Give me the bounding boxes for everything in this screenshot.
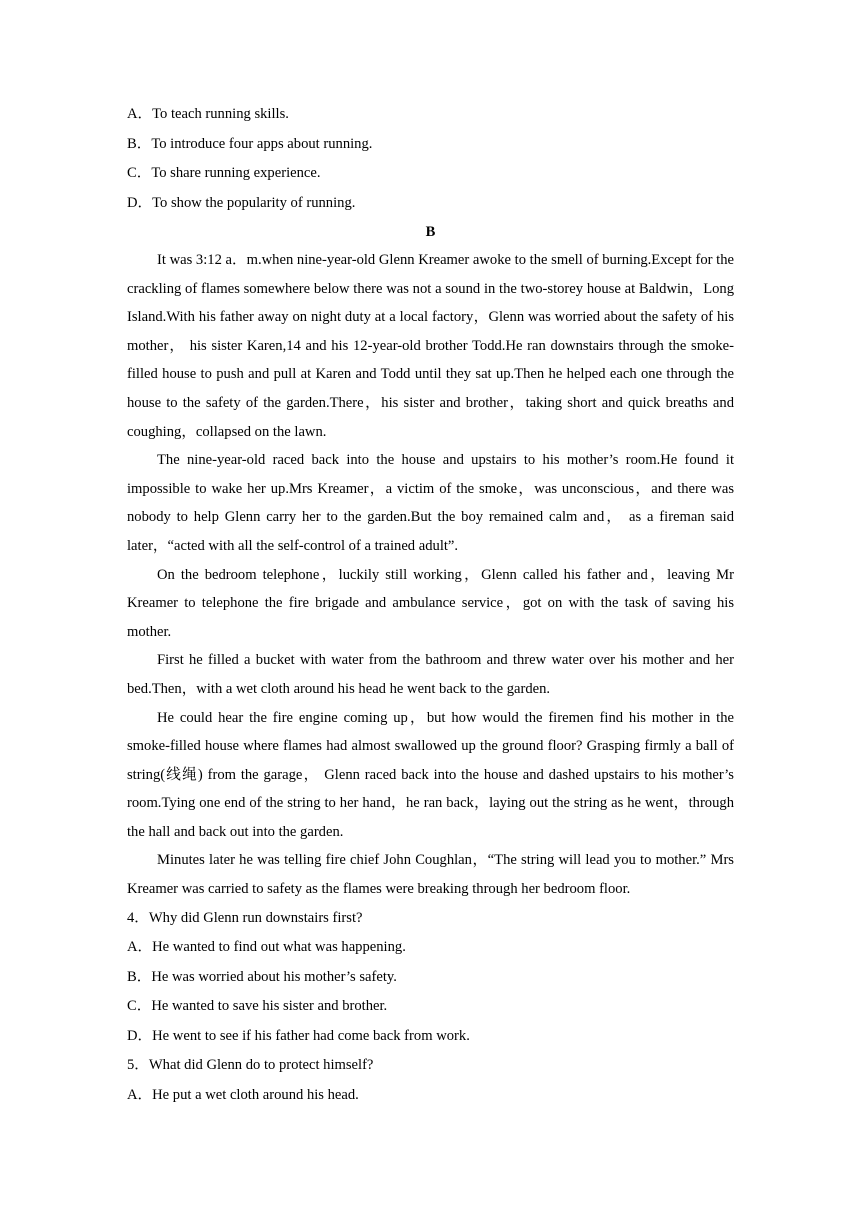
option-b: B．To introduce four apps about running. <box>127 135 373 152</box>
option-b: B．He was worried about his mother’s safety. <box>127 968 397 985</box>
document-page <box>127 100 734 1110</box>
passage-paragraph: He could hear the fire engine coming up，but how would the firemen find his mother in the smoke-filled house where flames had almost swallowed up the ground floor? Grasping firmly a ball of string(线绳) from the garage， Glenn raced back into the house and dashed upstairs to his mother’s room.Tying one end of the string to her hand，he ran back，laying out the string as he went，through the hall and back out into the garden. <box>127 709 734 840</box>
option-a: A．He put a wet cloth around his head. <box>127 1086 359 1103</box>
question-4 <box>127 904 734 1052</box>
question-stem: 5．What did Glenn do to protect himself? <box>127 1057 374 1074</box>
option-a: A．To teach running skills. <box>127 106 289 122</box>
passage-paragraph: It was 3:12 a．m.when nine-year-old Glenn Kreamer awoke to the smell of burning.Except for the crackling of flames somewhere below there was not a sound in the two-storey house at Baldwin，Long Island.With his father away on night duty at a local factory，Glenn was worried about the safety of his mother， his sister Karen,14 and his 12-year-old brother Todd.He ran downstairs through the smoke-filled house to push and pull at Karen and Todd until they sat up.Then he helped each one through the house to the safety of the garden.There，his sister and brother，taking short and quick breaths and coughing，collapsed on the lawn. <box>127 252 734 440</box>
passage-paragraph: On the bedroom telephone，luckily still working，Glenn called his father and，leaving Mr Kreamer to telephone the fire brigade and ambulance service，got on with the task of saving his mother. <box>127 566 734 640</box>
section-heading: B <box>425 224 436 240</box>
option-c: C．He wanted to save his sister and brother. <box>127 998 388 1015</box>
question-3-options <box>127 100 734 218</box>
passage-paragraph: The nine-year-old raced back into the house and upstairs to his mother’s room.He found it impossible to wake her up.Mrs Kreamer，a victim of the smoke，was unconscious，and there was nobody to help Glenn carry her to the garden.But the boy remained calm and， as a fireman said later，“acted with all the self-control of a trained adult”. <box>127 452 734 554</box>
question-stem: 4．Why did Glenn run downstairs first? <box>127 909 363 926</box>
option-a: A．He wanted to find out what was happening. <box>127 939 406 956</box>
option-d: D．To show the popularity of running. <box>127 194 356 211</box>
question-5 <box>127 1051 734 1110</box>
passage-paragraph: First he filled a bucket with water from the bathroom and threw water over his mother and her bed.Then，with a wet cloth around his head he went back to the garden. <box>127 652 734 697</box>
option-d: D．He went to see if his father had come back from work. <box>127 1027 470 1044</box>
passage-paragraph: Minutes later he was telling fire chief John Coughlan，“The string will lead you to mother.” Mrs Kreamer was carried to safety as the flames were breaking through her bedroom floor. <box>127 852 734 898</box>
option-c: C．To share running experience. <box>127 165 321 181</box>
passage <box>127 246 734 904</box>
